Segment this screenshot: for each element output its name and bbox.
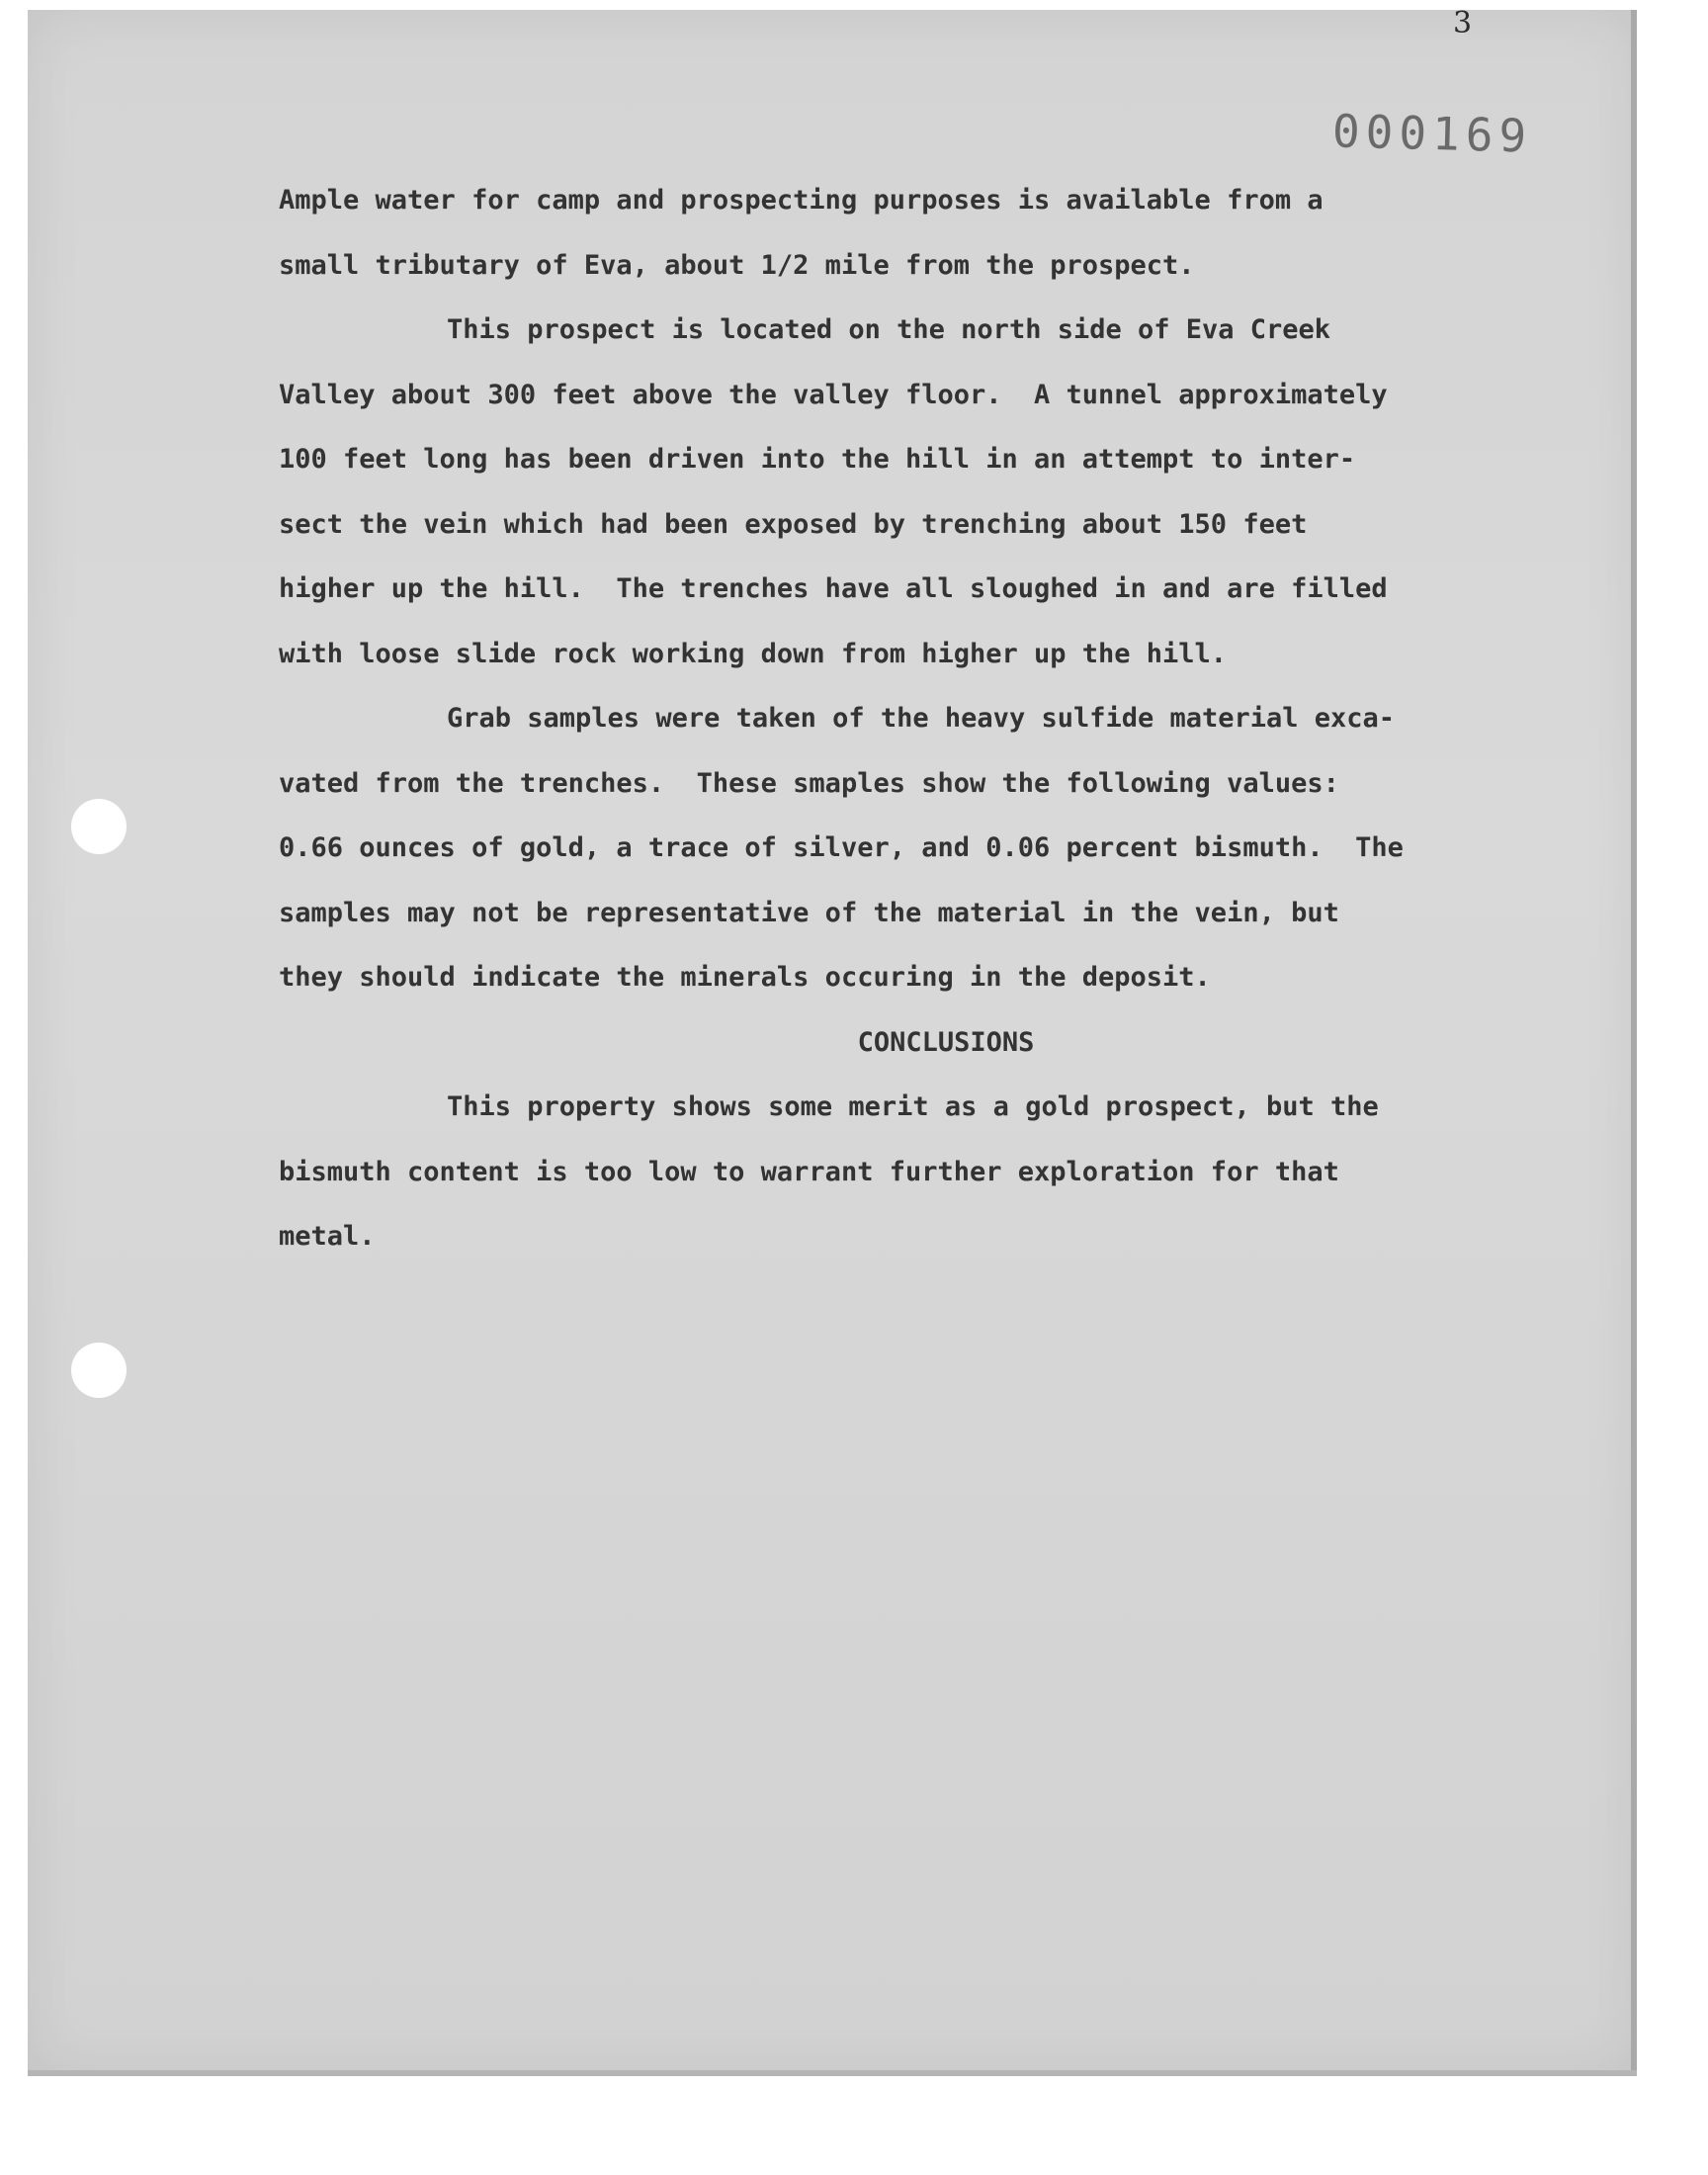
text-line: bismuth content is too low to warrant further exploration for that xyxy=(279,1156,1339,1187)
text-line: 100 feet long has been driven into the hill in an attempt to inter- xyxy=(279,444,1356,475)
text-line: higher up the hill. The trenches have all sloughed in and are filled xyxy=(279,573,1388,604)
text-line: sect the vein which had been exposed by trenching about 150 feet xyxy=(279,508,1308,540)
page-number: 3 xyxy=(1453,6,1473,41)
document-body xyxy=(279,168,1465,1269)
text-line: they should indicate the minerals occuring in the deposit. xyxy=(279,962,1211,993)
punch-hole xyxy=(71,799,127,854)
text-line: Ample water for camp and prospecting purposes is available from a xyxy=(279,185,1324,216)
text-line: with loose slide rock working down from higher up the hill. xyxy=(279,638,1228,669)
text-line: Valley about 300 feet above the valley floor. A tunnel approximately xyxy=(279,379,1388,410)
text-line: small tributary of Eva, about 1/2 mile from the prospect. xyxy=(279,249,1195,281)
text-line: 0.66 ounces of gold, a trace of silver, and 0.06 percent bismuth. The xyxy=(279,832,1404,863)
text-line: This prospect is located on the north side of Eva Creek xyxy=(447,314,1331,345)
page-edge-bottom xyxy=(28,2070,1637,2076)
text-line: vated from the trenches. These smaples show the following values: xyxy=(279,767,1339,799)
page-edge-right xyxy=(1631,10,1637,2076)
text-line: This property shows some merit as a gold prospect, but the xyxy=(447,1091,1379,1122)
punch-hole xyxy=(71,1343,127,1398)
document-stamp-number: 000169 xyxy=(1331,104,1533,163)
section-heading: CONCLUSIONS xyxy=(857,1026,1035,1058)
text-line: metal. xyxy=(279,1221,376,1252)
text-line: Grab samples were taken of the heavy sulfide material exca- xyxy=(447,703,1396,734)
text-line: samples may not be representative of the material in the vein, but xyxy=(279,897,1339,928)
